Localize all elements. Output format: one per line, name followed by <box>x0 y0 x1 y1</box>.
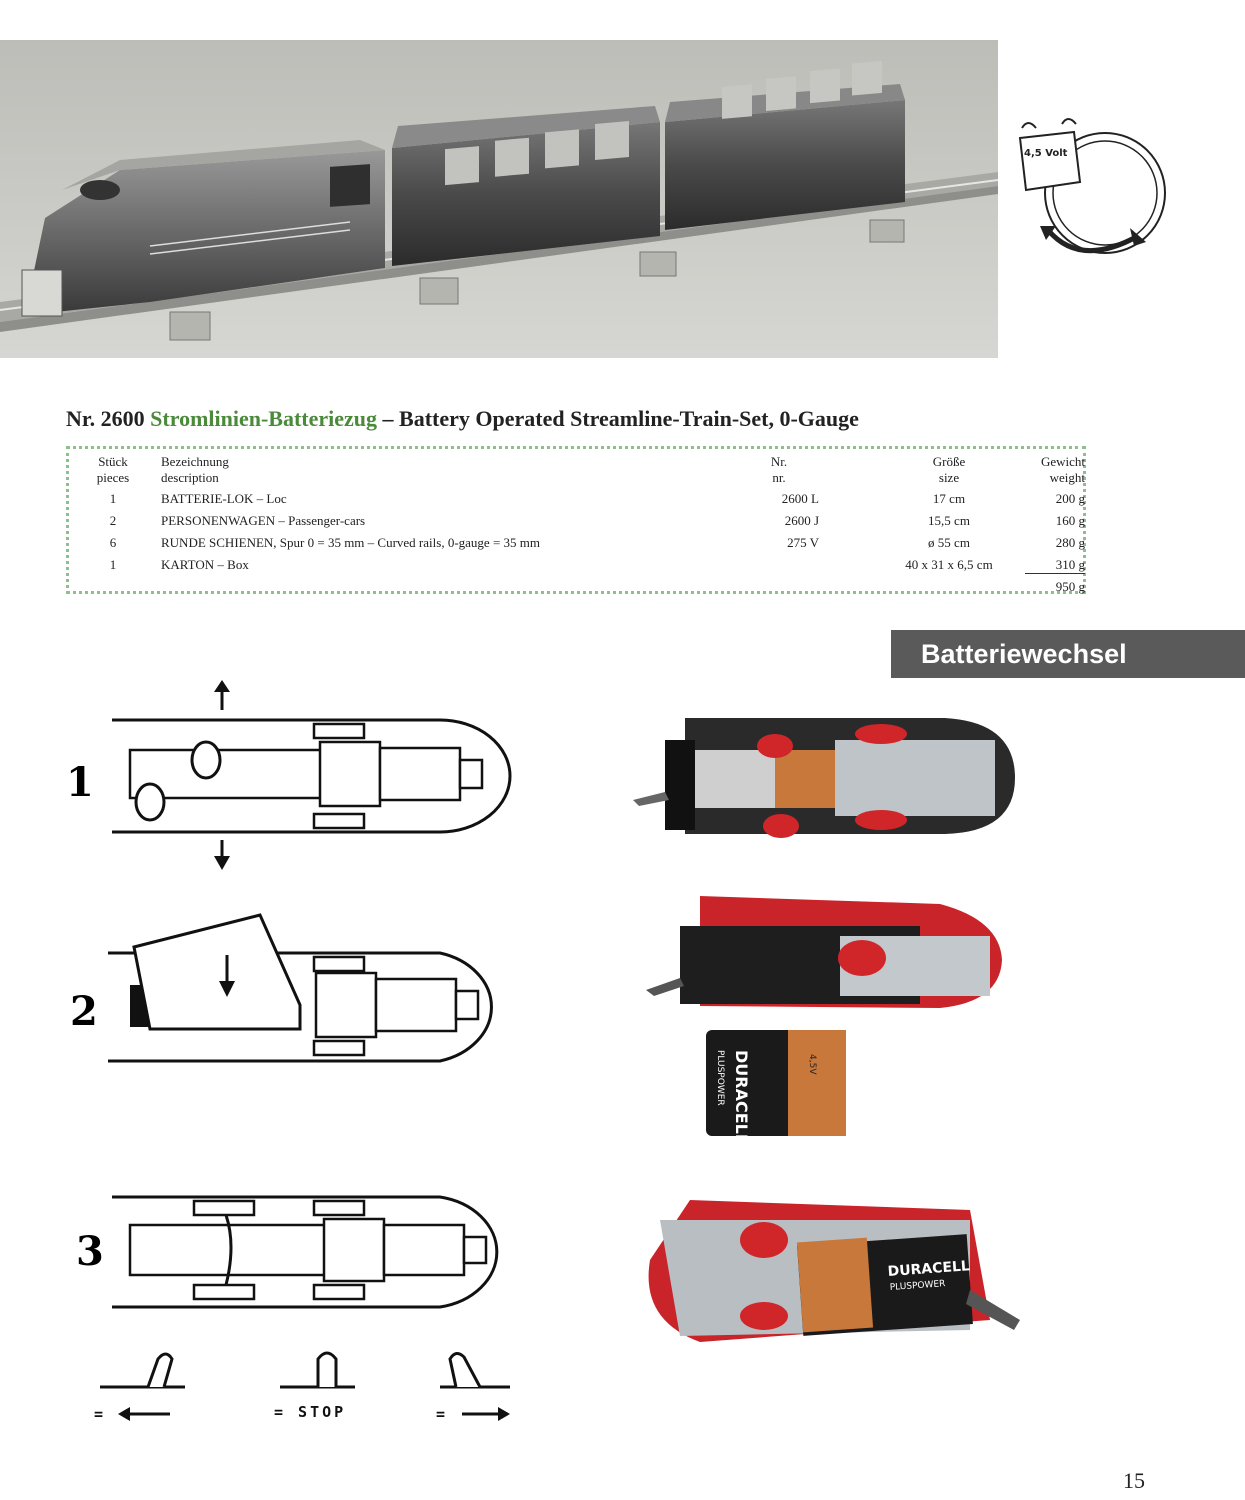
row2-qty: 2 <box>109 513 117 528</box>
row1-weight: 200 g <box>1055 491 1085 506</box>
battery-line-inserted: PLUSPOWER <box>889 1279 946 1293</box>
switch-left <box>94 1354 185 1423</box>
step-3-diagram <box>60 1185 530 1315</box>
row2-nr: 2600 J <box>784 513 819 528</box>
product-title <box>66 406 1196 432</box>
title-separator: – <box>382 406 394 431</box>
section-heading: Batteriewechsel <box>891 630 1245 678</box>
battery-brand-inserted: DURACELL <box>887 1258 971 1280</box>
step-3-number: 3 <box>76 1228 104 1275</box>
header-nr-de: Nr. <box>770 454 788 469</box>
switch-right <box>436 1353 510 1423</box>
row2-size: 15,5 cm <box>928 513 970 528</box>
battery-icon <box>775 750 835 808</box>
product-name-en: Battery Operated Streamline-Train-Set, 0-Gauge <box>399 406 859 431</box>
track-circle-diagram <box>1010 108 1170 278</box>
row3-qty: 6 <box>109 535 117 550</box>
battery-icon <box>1020 119 1080 190</box>
row3-size: ø 55 cm <box>928 535 970 550</box>
header-weight-en: weight <box>1049 470 1085 485</box>
row3-desc: RUNDE SCHIENEN, Spur 0 = 35 mm – Curved rails, 0-gauge = 35 mm <box>161 535 540 550</box>
battery-brand: DURACELL <box>732 1050 751 1140</box>
step-2-number: 2 <box>70 988 98 1035</box>
page-number: 15 <box>1123 1468 1145 1493</box>
battery-voltage: 4,5V <box>807 1054 817 1075</box>
hero-train-photo <box>0 40 998 358</box>
header-qty-en: pieces <box>96 470 130 485</box>
switch-legend <box>90 1345 530 1435</box>
header-size-en: size <box>938 470 960 485</box>
row1-qty: 1 <box>109 491 117 506</box>
row1-size: 17 cm <box>932 491 966 506</box>
switch-left-label: = <box>94 1405 107 1423</box>
total-weight: 950 g <box>1055 579 1085 594</box>
switch-stop <box>274 1353 355 1421</box>
photo-step-1 <box>625 710 1020 850</box>
row1-desc: BATTERIE-LOK – Loc <box>161 491 287 506</box>
step-1-number: 1 <box>66 759 94 806</box>
switch-right-label: = <box>436 1405 449 1423</box>
arrow-right-icon <box>498 1407 510 1421</box>
row4-desc: KARTON – Box <box>161 557 249 572</box>
product-name-de: Stromlinien-Batteriezug <box>150 406 378 431</box>
header-qty-de: Stück <box>98 454 128 469</box>
row3-nr: 275 V <box>787 535 819 550</box>
header-desc-de: Bezeichnung <box>161 454 229 469</box>
step-2-diagram <box>60 905 530 1075</box>
battery-photo <box>706 1030 846 1140</box>
battery-voltage-label: 4,5 Volt <box>1024 148 1068 159</box>
row4-weight: 310 g <box>1055 557 1085 572</box>
battery-line: PLUSPOWER <box>715 1050 725 1106</box>
header-size-de: Größe <box>932 454 966 469</box>
contents-table <box>66 446 1086 594</box>
row2-weight: 160 g <box>1055 513 1085 528</box>
row1-nr: 2600 L <box>781 491 819 506</box>
row2-desc: PERSONENWAGEN – Passenger-cars <box>161 513 366 528</box>
photo-step-3 <box>640 1180 1030 1350</box>
product-number: Nr. 2600 <box>66 406 145 431</box>
header-desc-en: description <box>161 470 219 485</box>
row4-qty: 1 <box>109 557 117 572</box>
switch-stop-label: = STOP <box>274 1403 347 1421</box>
step-1-diagram <box>60 680 530 880</box>
header-weight-de: Gewicht <box>1040 454 1085 469</box>
photo-step-2 <box>640 890 1010 1140</box>
header-nr-en: nr. <box>772 470 786 485</box>
sum-line <box>1025 573 1085 574</box>
row4-size: 40 x 31 x 6,5 cm <box>905 557 993 572</box>
arrow-left-icon <box>118 1407 130 1421</box>
row3-weight: 280 g <box>1055 535 1085 550</box>
